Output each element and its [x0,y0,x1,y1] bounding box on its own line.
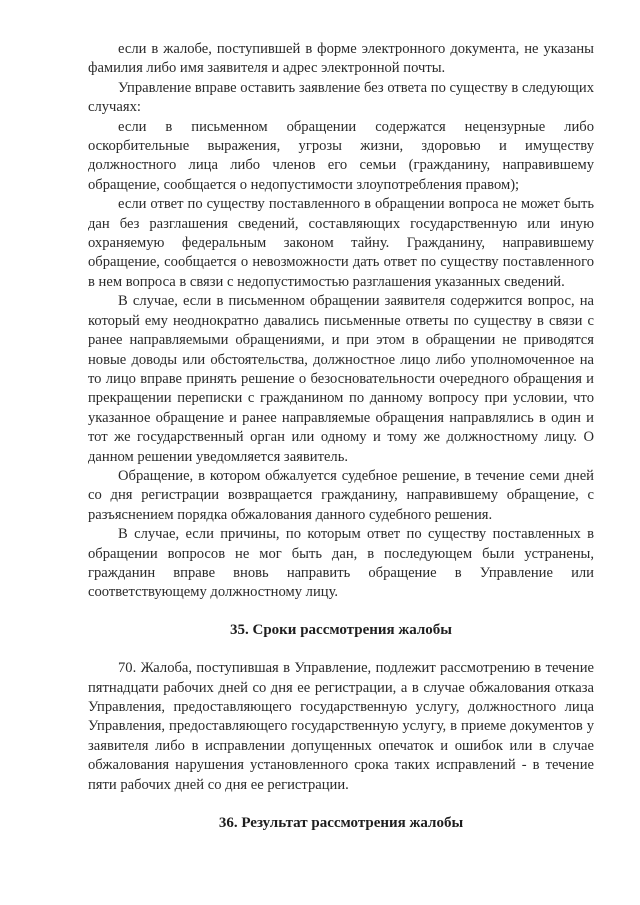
section-35-heading: 35. Сроки рассмотрения жалобы [229,621,453,638]
paragraph-obscene-language: если в письменном обращении содержатся нецензурные либо оскорбительные выражения, угрозы жизни, здоровью и имуществу должностного лица либо членов его семьи (гражданину, направившему обращение, сообщается о недопустимости злоупотребления правом); [88,118,594,193]
paragraph-reasons-eliminated: В случае, если причины, по которым ответ по существу поставленных в обращении вопросов не мог быть дан, в последующем были устранены, гражданин вправе вновь направить обращение в Управление или соответствующему должностному лицу. [88,526,594,601]
paragraph-state-secret: если ответ по существу поставленного в обращении вопроса не может быть дан без разглашения сведений, составляющих государственную или иную охраняемую федеральным законом тайну. Гражданину, направившему обращение, сообщается о невозможности дать ответ по существу поставленного в нем вопроса в связи с недопустимостью разглашения указанных сведений. [88,196,594,290]
paragraph-court-decision: Обращение, в котором обжалуется судебное решение, в течение семи дней со дня регистрации возвращается гражданину, направившему обращение, с разъяснением порядка обжалования данного судебного решения. [88,467,594,523]
paragraph-no-answer-cases: Управление вправе оставить заявление без ответа по существу в следующих случаях: [88,79,594,116]
paragraph-repeated-appeal: В случае, если в письменном обращении заявителя содержится вопрос, на который ему неоднократно давались письменные ответы по существу в связи с ранее направляемыми обращениями, и при этом в обращении не приводятся новые доводы или обстоятельства, должностное лицо либо уполномоченное на то лицо вправе принять решение о безосновательности очередного обращения и прекращении переписки с гражданином по данному вопросу при условии, что указанное обращение и ранее направляемые обращения направлялись в один и тот же государственный орган или одному и тому же должностному лицу. О данном решении уведомляется заявитель. [88,293,594,465]
section-36-heading: 36. Результат рассмотрения жалобы [218,815,464,832]
paragraph-70: 70. Жалоба, поступившая в Управление, подлежит рассмотрению в течение пятнадцати рабочих дней со дня ее регистрации, а в случае обжалования отказа Управления, предоставляющего государственную услугу, должностного лица Управления, предоставляющего государственную услугу, в приеме документов у заявителя либо в исправлении допущенных опечаток и ошибок или в случае обжалования нарушения установленного срока таких исправлений - в течение пяти рабочих дней со дня ее регистрации. [88,660,594,793]
paragraph-email-complaint: если в жалобе, поступившей в форме электронного документа, не указаны фамилия либо имя заявителя и адрес электронной почты. [88,41,594,77]
document-page [88,40,594,833]
